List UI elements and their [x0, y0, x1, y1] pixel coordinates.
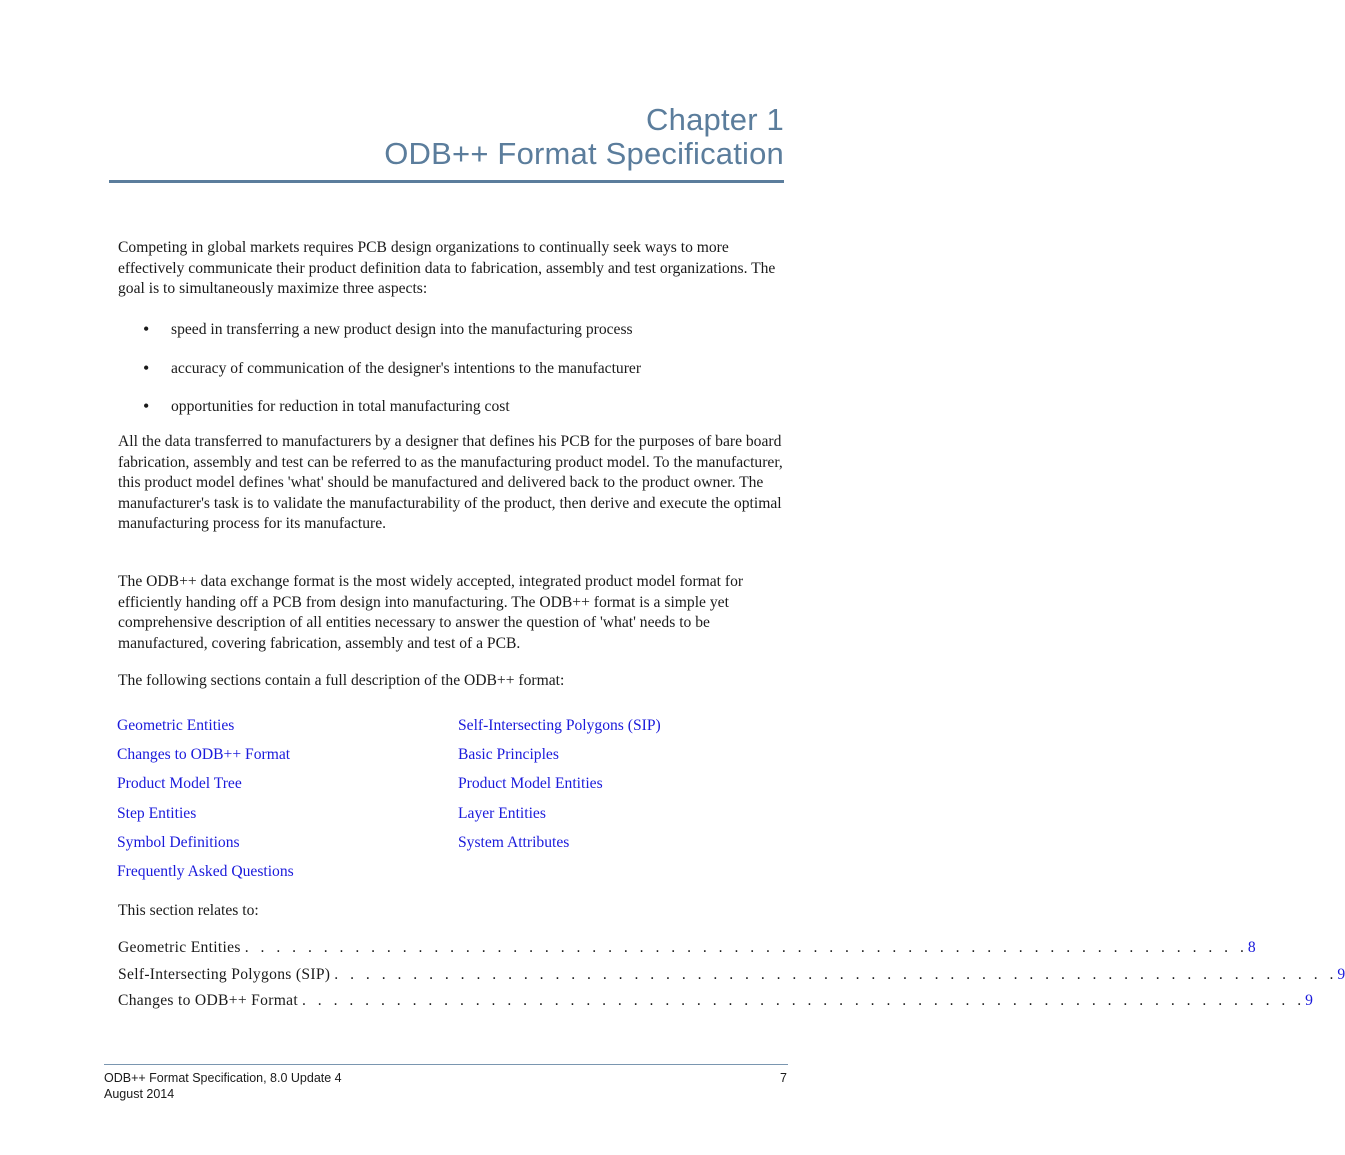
link-changes-to-format[interactable]: Changes to ODB++ Format [117, 746, 291, 764]
odb-format-paragraph: The ODB++ data exchange format is the most widely accepted, integrated product model format for efficiently handing off a PCB from design into manufacturing. The ODB++ format is a simple yet comprehensive description of all entities necessary to answer the question of 'what' needs to be manufactured, covering fabrication, assembly and test of a PCB. [118, 573, 744, 652]
table-of-contents [118, 936, 1345, 1016]
intro-paragraph: Competing in global markets requires PCB design organizations to continually seek ways to more effectively communicate their product definition data to fabrication, assembly and test organizations. The goal is to simultaneously maximize three aspects: [118, 239, 776, 297]
link-faq[interactable]: Frequently Asked Questions [117, 863, 294, 881]
toc-entry-page[interactable]: 8 [1247, 939, 1256, 956]
bullet-item: • accuracy of communication of the designer's intentions to the manufacturer [143, 357, 642, 378]
relates-label: This section relates to: [118, 902, 259, 919]
link-step-entities[interactable]: Step Entities [117, 804, 197, 822]
section-links-right [458, 711, 661, 857]
toc-entry[interactable] [118, 963, 1345, 990]
footer-page-number: 7 [780, 1071, 787, 1085]
footer-date: August 2014 [104, 1087, 175, 1101]
chapter-title: ODB++ Format Specification [384, 136, 784, 171]
manufacturing-model-paragraph: All the data transferred to manufacturers by a designer that defines his PCB for the purposes of bare board fabrication, assembly and test can be referred to as the manufacturing product model. To the manufacturer, this product model defines 'what' should be manufactured and delivered back to the product owner. The manufacturer's task is to validate the manufacturability of the product, then derive and execute the optimal manufacturing process for its manufacture. [118, 433, 783, 532]
footer-info [104, 1070, 342, 1102]
chapter-heading [384, 103, 784, 171]
bullet-item: • opportunities for reduction in total manufacturing cost [143, 396, 510, 416]
link-basic-principles[interactable]: Basic Principles [458, 746, 559, 764]
link-system-attributes[interactable]: System Attributes [458, 833, 570, 851]
chapter-divider [109, 180, 784, 183]
chapter-number: Chapter 1 [646, 102, 784, 137]
link-symbol-definitions[interactable]: Symbol Definitions [117, 833, 240, 851]
toc-entry-title: Self-Intersecting Polygons (SIP) [118, 965, 331, 983]
section-links-left [117, 711, 294, 886]
toc-entry-title: Geometric Entities [118, 939, 241, 956]
link-product-model-entities[interactable]: Product Model Entities [458, 775, 603, 793]
link-product-model-tree[interactable]: Product Model Tree [117, 775, 242, 793]
sections-intro-paragraph: The following sections contain a full description of the ODB++ format: [118, 672, 565, 689]
footer-doc-title: ODB++ Format Specification, 8.0 Update 4 [104, 1071, 342, 1085]
bullet-icon: • [143, 319, 150, 339]
toc-entry[interactable] [118, 989, 1313, 1016]
bullet-list [118, 318, 786, 434]
toc-leader-dots: . . . . . . . . . . . . . . . . . . . . . . . . . . . . . . . . . . . . . . . . . . . . . . . . . . . . . . . . . . . . . . . . [244, 939, 1248, 956]
toc-entry-page[interactable]: 9 [1337, 965, 1345, 983]
bullet-item: • speed in transferring a new product design into the manufacturing process [143, 319, 633, 339]
bullet-icon: • [143, 357, 150, 378]
footer-divider [104, 1064, 788, 1065]
toc-entry-title: Changes to ODB++ Format [118, 992, 298, 1009]
link-self-intersecting-polygons[interactable]: Self-Intersecting Polygons (SIP) [458, 717, 661, 734]
toc-entry[interactable] [118, 936, 1256, 963]
bullet-icon: • [143, 396, 150, 416]
link-geometric-entities[interactable]: Geometric Entities [117, 717, 235, 734]
toc-entry-page[interactable]: 9 [1305, 992, 1313, 1009]
toc-leader-dots: . . . . . . . . . . . . . . . . . . . . . . . . . . . . . . . . . . . . . . . . . . . . . . . . . . . . . . . . . . . . . . . . [301, 992, 1306, 1009]
link-layer-entities[interactable]: Layer Entities [458, 804, 546, 822]
toc-leader-dots: . . . . . . . . . . . . . . . . . . . . . . . . . . . . . . . . . . . . . . . . . . . . . . . . . . . . . . . . . . . . . . . . [334, 965, 1338, 983]
